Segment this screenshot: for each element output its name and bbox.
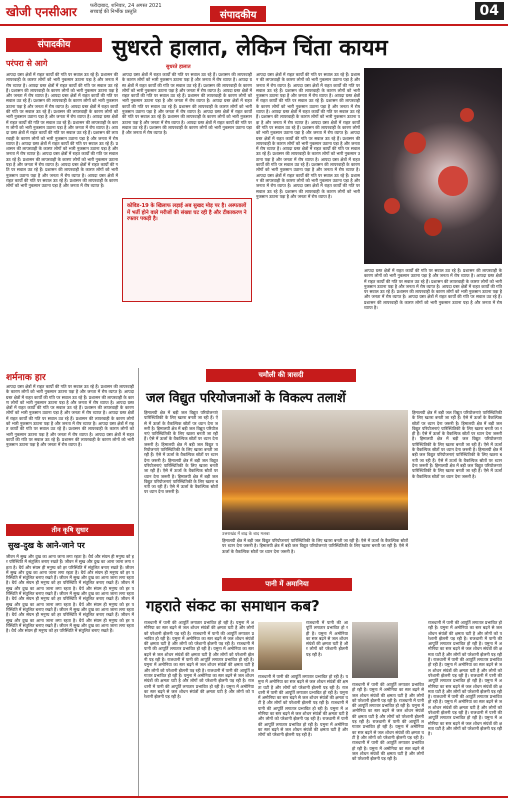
bottom-headline: गहराते संकट का समाधान कब? <box>146 597 320 615</box>
newspaper-logo: खोजी एनसीआर <box>6 5 77 19</box>
photo-caption: उत्तराखंड में बाढ़ के बाद मलबा <box>222 532 270 537</box>
dry-riverbed-photo <box>258 622 302 670</box>
bottom-col1: राजधानी में पानी की आपूर्ति लगातार प्रभावित हो रही है। यमुना में अमोनिया का स्तर बढ़ने से जल शोधन संयंत्रों की क्षमता घटी है और लोगों को परेशानी झेलनी पड़ रही है। राजधानी में पानी की आपूर्ति लगातार प्रभावित हो रही है। यमुना में अमोनिया का स्तर बढ़ने से जल शोधन संयंत्रों की क्षमता घटी है और लोगों को परेशानी झेलनी पड़ रही है। राजधानी में पानी की आपूर्ति लगातार प्रभावित हो रही है। यमुना में अमोनिया का स्तर बढ़ने से जल शोधन संयंत्रों की क्षमता घटी है और लोगों को परेशानी झेलनी पड़ रही है। राजधानी में पानी की आपूर्ति लगातार प्रभावित हो रही है। यमुना में अमोनिया का स्तर बढ़ने से जल शोधन संयंत्रों की क्षमता घटी है और लोगों को परेशानी झेलनी पड़ रही है। राजधानी में पानी की आपूर्ति लगातार प्रभावित हो रही है। यमुना में अमोनिया का स्तर बढ़ने से जल शोधन संयंत्रों की क्षमता घटी है और लोगों को परेशानी झेलनी पड़ रही है। राजधानी में पानी की आपूर्ति लगातार प्रभावित हो रही है। यमुना में अमोनिया का स्तर बढ़ने से जल शोधन संयंत्रों की क्षमता घटी है और लोगों को परेशानी झेलनी पड़ रही है। <box>144 620 254 700</box>
bottom-col3: राजधानी में पानी की आपूर्ति लगातार प्रभावित हो रही है। यमुना में अमोनिया का स्तर बढ़ने से जल शोधन संयंत्रों की क्षमता घटी है और लोगों को परेशानी झेलनी पड़ रही है। राजधानी में पानी की आपूर्ति लगातार प्रभावित हो रही है। यमुना में अमोनिया का स्तर बढ़ने से जल शोधन संयंत्रों की क्षमता घटी है और लोगों को परेशानी झेलनी पड़ रही है। राजधानी में पानी की आपूर्ति लगातार प्रभावित हो रही है। यमुना में अमोनिया का स्तर बढ़ने से जल शोधन संयंत्रों की क्षमता घटी है और लोगों को परेशानी झेलनी पड़ रही है। राजधानी में पानी की आपूर्ति लगातार प्रभावित हो रही है। यमुना में अमोनिया का स्तर बढ़ने से जल शोधन संयंत्रों की क्षमता घटी है और लोगों को परेशानी झेलनी पड़ रही है। <box>352 682 424 762</box>
mid-band: चमौली की त्रासदी <box>206 369 356 382</box>
opinion-head: सुख-दुख के आने-जाने पर <box>8 541 85 550</box>
column-divider <box>138 368 139 796</box>
main-headline: सुधरते हालात, लेकिन चिंता कायम <box>112 36 388 61</box>
bottom-col2: राजधानी में पानी की आपूर्ति लगातार प्रभावित हो रही है। यमुना में अमोनिया का स्तर बढ़ने से जल शोधन संयंत्रों की क्षमता घटी है और लोगों को परेशानी झेलनी पड़ रही है। राजधानी में पानी की आपूर्ति लगातार प्रभावित हो रही है। यमुना में अमोनिया का स्तर बढ़ने से जल शोधन संयंत्रों की क्षमता घटी है और लोगों को परेशानी झेलनी पड़ रही है। राजधानी में पानी की आपूर्ति लगातार प्रभावित हो रही है। यमुना में अमोनिया का स्तर बढ़ने से जल शोधन संयंत्रों की क्षमता घटी है और लोगों को परेशानी झेलनी पड़ रही है। राजधानी में पानी की आपूर्ति लगातार प्रभावित हो रही है। यमुना में अमोनिया का स्तर बढ़ने से जल शोधन संयंत्रों की क्षमता घटी है और लोगों को परेशानी झेलनी पड़ रही है। <box>258 674 348 738</box>
editorial-col4: आपदा ग्रस्त क्षेत्रों में राहत कार्यों की गति पर सवाल उठ रहे हैं। प्रशासन की लापरवाही के कारण लोगों को भारी नुकसान उठाना पड़ा है और जनता में रोष व्याप्त है। आपदा ग्रस्त क्षेत्रों में राहत कार्यों की गति पर सवाल उठ रहे हैं। प्रशासन की लापरवाही के कारण लोगों को भारी नुकसान उठाना पड़ा है और जनता में रोष व्याप्त है। आपदा ग्रस्त क्षेत्रों में राहत कार्यों की गति पर सवाल उठ रहे हैं। प्रशासन की लापरवाही के कारण लोगों को भारी नुकसान उठाना पड़ा है और जनता में रोष व्याप्त है। आपदा ग्रस्त क्षेत्रों में राहत कार्यों की गति पर सवाल उठ रहे हैं। प्रशासन की लापरवाही के कारण लोगों को भारी नुकसान उठाना पड़ा है और जनता में रोष व्याप्त है। <box>364 268 502 311</box>
masthead <box>0 0 508 26</box>
quote-box <box>122 198 252 302</box>
left-story-body: आपदा ग्रस्त क्षेत्रों में राहत कार्यों की गति पर सवाल उठ रहे हैं। प्रशासन की लापरवाही के कारण लोगों को भारी नुकसान उठाना पड़ा है और जनता में रोष व्याप्त है। आपदा ग्रस्त क्षेत्रों में राहत कार्यों की गति पर सवाल उठ रहे हैं। प्रशासन की लापरवाही के कारण लोगों को भारी नुकसान उठाना पड़ा है और जनता में रोष व्याप्त है। आपदा ग्रस्त क्षेत्रों में राहत कार्यों की गति पर सवाल उठ रहे हैं। प्रशासन की लापरवाही के कारण लोगों को भारी नुकसान उठाना पड़ा है और जनता में रोष व्याप्त है। आपदा ग्रस्त क्षेत्रों में राहत कार्यों की गति पर सवाल उठ रहे हैं। प्रशासन की लापरवाही के कारण लोगों को भारी नुकसान उठाना पड़ा है और जनता में रोष व्याप्त है। आपदा ग्रस्त क्षेत्रों में राहत कार्यों की गति पर सवाल उठ रहे हैं। प्रशासन की लापरवाही के कारण लोगों को भारी नुकसान उठाना पड़ा है और जनता में रोष व्याप्त है। आपदा ग्रस्त क्षेत्रों में राहत कार्यों की गति पर सवाल उठ रहे हैं। प्रशासन की लापरवाही के कारण लोगों को भारी नुकसान उठाना पड़ा है और जनता में रोष व्याप्त है। <box>6 384 134 448</box>
editorial-col3: आपदा ग्रस्त क्षेत्रों में राहत कार्यों की गति पर सवाल उठ रहे हैं। प्रशासन की लापरवाही के कारण लोगों को भारी नुकसान उठाना पड़ा है और जनता में रोष व्याप्त है। आपदा ग्रस्त क्षेत्रों में राहत कार्यों की गति पर सवाल उठ रहे हैं। प्रशासन की लापरवाही के कारण लोगों को भारी नुकसान उठाना पड़ा है और जनता में रोष व्याप्त है। आपदा ग्रस्त क्षेत्रों में राहत कार्यों की गति पर सवाल उठ रहे हैं। प्रशासन की लापरवाही के कारण लोगों को भारी नुकसान उठाना पड़ा है और जनता में रोष व्याप्त है। आपदा ग्रस्त क्षेत्रों में राहत कार्यों की गति पर सवाल उठ रहे हैं। प्रशासन की लापरवाही के कारण लोगों को भारी नुकसान उठाना पड़ा है और जनता में रोष व्याप्त है। आपदा ग्रस्त क्षेत्रों में राहत कार्यों की गति पर सवाल उठ रहे हैं। प्रशासन की लापरवाही के कारण लोगों को भारी नुकसान उठाना पड़ा है और जनता में रोष व्याप्त है। आपदा ग्रस्त क्षेत्रों में राहत कार्यों की गति पर सवाल उठ रहे हैं। प्रशासन की लापरवाही के कारण लोगों को भारी नुकसान उठाना पड़ा है और जनता में रोष व्याप्त है। आपदा ग्रस्त क्षेत्रों में राहत कार्यों की गति पर सवाल उठ रहे हैं। प्रशासन की लापरवाही के कारण लोगों को भारी नुकसान उठाना पड़ा है और जनता में रोष व्याप्त है। आपदा ग्रस्त क्षेत्रों में राहत कार्यों की गति पर सवाल उठ रहे हैं। प्रशासन की लापरवाही के कारण लोगों को भारी नुकसान उठाना पड़ा है और जनता में रोष व्याप्त है। आपदा ग्रस्त क्षेत्रों में राहत कार्यों की गति पर सवाल उठ रहे हैं। प्रशासन की लापरवाही के कारण लोगों को भारी नुकसान उठाना पड़ा है और जनता में रोष व्याप्त है। आपदा ग्रस्त क्षेत्रों में राहत कार्यों की गति पर सवाल उठ रहे हैं। प्रशासन की लापरवाही के कारण लोगों को भारी नुकसान उठाना पड़ा है और जनता में रोष व्याप्त है। <box>256 72 360 199</box>
editorial-col1: आपदा ग्रस्त क्षेत्रों में राहत कार्यों की गति पर सवाल उठ रहे हैं। प्रशासन की लापरवाही के कारण लोगों को भारी नुकसान उठाना पड़ा है और जनता में रोष व्याप्त है। आपदा ग्रस्त क्षेत्रों में राहत कार्यों की गति पर सवाल उठ रहे हैं। प्रशासन की लापरवाही के कारण लोगों को भारी नुकसान उठाना पड़ा है और जनता में रोष व्याप्त है। आपदा ग्रस्त क्षेत्रों में राहत कार्यों की गति पर सवाल उठ रहे हैं। प्रशासन की लापरवाही के कारण लोगों को भारी नुकसान उठाना पड़ा है और जनता में रोष व्याप्त है। आपदा ग्रस्त क्षेत्रों में राहत कार्यों की गति पर सवाल उठ रहे हैं। प्रशासन की लापरवाही के कारण लोगों को भारी नुकसान उठाना पड़ा है और जनता में रोष व्याप्त है। आपदा ग्रस्त क्षेत्रों में राहत कार्यों की गति पर सवाल उठ रहे हैं। प्रशासन की लापरवाही के कारण लोगों को भारी नुकसान उठाना पड़ा है और जनता में रोष व्याप्त है। आपदा ग्रस्त क्षेत्रों में राहत कार्यों की गति पर सवाल उठ रहे हैं। प्रशासन की लापरवाही के कारण लोगों को भारी नुकसान उठाना पड़ा है और जनता में रोष व्याप्त है। आपदा ग्रस्त क्षेत्रों में राहत कार्यों की गति पर सवाल उठ रहे हैं। प्रशासन की लापरवाही के कारण लोगों को भारी नुकसान उठाना पड़ा है और जनता में रोष व्याप्त है। आपदा ग्रस्त क्षेत्रों में राहत कार्यों की गति पर सवाल उठ रहे हैं। प्रशासन की लापरवाही के कारण लोगों को भारी नुकसान उठाना पड़ा है और जनता में रोष व्याप्त है। आपदा ग्रस्त क्षेत्रों में राहत कार्यों की गति पर सवाल उठ रहे हैं। प्रशासन की लापरवाही के कारण लोगों को भारी नुकसान उठाना पड़ा है और जनता में रोष व्याप्त है। आपदा ग्रस्त क्षेत्रों में राहत कार्यों की गति पर सवाल उठ रहे हैं। प्रशासन की लापरवाही के कारण लोगों को भारी नुकसान उठाना पड़ा है और जनता में रोष व्याप्त है। <box>6 72 118 189</box>
opinion-band: तीन कृषि सुधार <box>6 524 134 536</box>
dateline: फरीदाबाद, शनिवार, 24 अगस्त 2021 सच्चाई की निर्भीक प्रस्तुति <box>90 3 162 15</box>
bottom-col4: राजधानी में पानी की आपूर्ति लगातार प्रभावित हो रही है। यमुना में अमोनिया का स्तर बढ़ने से जल शोधन संयंत्रों की क्षमता घटी है और लोगों को परेशानी झेलनी पड़ रही है। राजधानी में पानी की आपूर्ति लगातार प्रभावित हो रही है। यमुना में अमोनिया का स्तर बढ़ने से जल शोधन संयंत्रों की क्षमता घटी है और लोगों को परेशानी झेलनी पड़ रही है। राजधानी में पानी की आपूर्ति लगातार प्रभावित हो रही है। यमुना में अमोनिया का स्तर बढ़ने से जल शोधन संयंत्रों की क्षमता घटी है और लोगों को परेशानी झेलनी पड़ रही है। राजधानी में पानी की आपूर्ति लगातार प्रभावित हो रही है। यमुना में अमोनिया का स्तर बढ़ने से जल शोधन संयंत्रों की क्षमता घटी है और लोगों को परेशानी झेलनी पड़ रही है। राजधानी में पानी की आपूर्ति लगातार प्रभावित हो रही है। यमुना में अमोनिया का स्तर बढ़ने से जल शोधन संयंत्रों की क्षमता घटी है और लोगों को परेशानी झेलनी पड़ रही है। राजधानी में पानी की आपूर्ति लगातार प्रभावित हो रही है। यमुना में अमोनिया का स्तर बढ़ने से जल शोधन संयंत्रों की क्षमता घटी है और लोगों को परेशानी झेलनी पड़ रही है। <box>428 620 502 737</box>
water-kiosk-photo <box>352 622 398 678</box>
left-story-head: शर्मनाक हार <box>6 373 46 383</box>
col2-head: सुधरते हालात <box>166 64 191 70</box>
section-header: संपादकीय <box>210 6 266 22</box>
editorial-col2: आपदा ग्रस्त क्षेत्रों में राहत कार्यों की गति पर सवाल उठ रहे हैं। प्रशासन की लापरवाही के कारण लोगों को भारी नुकसान उठाना पड़ा है और जनता में रोष व्याप्त है। आपदा ग्रस्त क्षेत्रों में राहत कार्यों की गति पर सवाल उठ रहे हैं। प्रशासन की लापरवाही के कारण लोगों को भारी नुकसान उठाना पड़ा है और जनता में रोष व्याप्त है। आपदा ग्रस्त क्षेत्रों में राहत कार्यों की गति पर सवाल उठ रहे हैं। प्रशासन की लापरवाही के कारण लोगों को भारी नुकसान उठाना पड़ा है और जनता में रोष व्याप्त है। आपदा ग्रस्त क्षेत्रों में राहत कार्यों की गति पर सवाल उठ रहे हैं। प्रशासन की लापरवाही के कारण लोगों को भारी नुकसान उठाना पड़ा है और जनता में रोष व्याप्त है। आपदा ग्रस्त क्षेत्रों में राहत कार्यों की गति पर सवाल उठ रहे हैं। प्रशासन की लापरवाही के कारण लोगों को भारी नुकसान उठाना पड़ा है और जनता में रोष व्याप्त है। आपदा ग्रस्त क्षेत्रों में राहत कार्यों की गति पर सवाल उठ रहे हैं। प्रशासन की लापरवाही के कारण लोगों को भारी नुकसान उठाना पड़ा है और जनता में रोष व्याप्त है। <box>122 72 252 136</box>
bottom-band: पानी में अमानिया <box>222 578 352 591</box>
mid-col2: हिमालयी क्षेत्र में बड़ी जल विद्युत परियोजनाएं पारिस्थितिकी के लिए खतरा बनती जा रही हैं। ऐसे में ऊर्जा के वैकल्पिक स्रोतों पर ध्यान देना जरूरी है। हिमालयी क्षेत्र में बड़ी जल विद्युत परियोजनाएं पारिस्थितिकी के लिए खतरा बनती जा रही हैं। ऐसे में ऊर्जा के वैकल्पिक स्रोतों पर ध्यान देना जरूरी है। <box>222 538 408 554</box>
bottom-rule <box>0 796 508 798</box>
editorial-subhead: परंपरा से आगे <box>6 59 48 68</box>
mid-headline: जल विद्युत परियोजनाओं के विकल्प तलाशें <box>146 391 346 406</box>
disaster-photo <box>222 410 408 530</box>
mid-col3: हिमालयी क्षेत्र में बड़ी जल विद्युत परियोजनाएं पारिस्थितिकी के लिए खतरा बनती जा रही हैं। ऐसे में ऊर्जा के वैकल्पिक स्रोतों पर ध्यान देना जरूरी है। हिमालयी क्षेत्र में बड़ी जल विद्युत परियोजनाएं पारिस्थितिकी के लिए खतरा बनती जा रही हैं। ऐसे में ऊर्जा के वैकल्पिक स्रोतों पर ध्यान देना जरूरी है। हिमालयी क्षेत्र में बड़ी जल विद्युत परियोजनाएं पारिस्थितिकी के लिए खतरा बनती जा रही हैं। ऐसे में ऊर्जा के वैकल्पिक स्रोतों पर ध्यान देना जरूरी है। हिमालयी क्षेत्र में बड़ी जल विद्युत परियोजनाएं पारिस्थितिकी के लिए खतरा बनती जा रही हैं। ऐसे में ऊर्जा के वैकल्पिक स्रोतों पर ध्यान देना जरूरी है। हिमालयी क्षेत्र में बड़ी जल विद्युत परियोजनाएं पारिस्थितिकी के लिए खतरा बनती जा रही हैं। ऐसे में ऊर्जा के वैकल्पिक स्रोतों पर ध्यान देना जरूरी है। <box>412 410 502 479</box>
page-number: 04 <box>475 2 504 20</box>
mid-col1: हिमालयी क्षेत्र में बड़ी जल विद्युत परियोजनाएं पारिस्थितिकी के लिए खतरा बनती जा रही हैं। ऐसे में ऊर्जा के वैकल्पिक स्रोतों पर ध्यान देना जरूरी है। हिमालयी क्षेत्र में बड़ी जल विद्युत परियोजनाएं पारिस्थितिकी के लिए खतरा बनती जा रही हैं। ऐसे में ऊर्जा के वैकल्पिक स्रोतों पर ध्यान देना जरूरी है। हिमालयी क्षेत्र में बड़ी जल विद्युत परियोजनाएं पारिस्थितिकी के लिए खतरा बनती जा रही हैं। ऐसे में ऊर्जा के वैकल्पिक स्रोतों पर ध्यान देना जरूरी है। हिमालयी क्षेत्र में बड़ी जल विद्युत परियोजनाएं पारिस्थितिकी के लिए खतरा बनती जा रही हैं। ऐसे में ऊर्जा के वैकल्पिक स्रोतों पर ध्यान देना जरूरी है। हिमालयी क्षेत्र में बड़ी जल विद्युत परियोजनाएं पारिस्थितिकी के लिए खतरा बनती जा रही हैं। ऐसे में ऊर्जा के वैकल्पिक स्रोतों पर ध्यान देना जरूरी है। <box>144 410 218 495</box>
coronavirus-image <box>364 68 502 264</box>
editorial-band: संपादकीय <box>6 38 102 52</box>
pull-quote: कोविड-19 के खिलाफ लड़ाई अब सुखद मोड़ पर है। अस्पतालों में भर्ती होने वाले मरीजों की संख्या घट रही है और टीकाकरण ने रफ्तार पकड़ी है। <box>127 203 247 223</box>
bottom-col2b: राजधानी में पानी की आपूर्ति लगातार प्रभावित हो रही है। यमुना में अमोनिया का स्तर बढ़ने से जल शोधन संयंत्रों की क्षमता घटी है और लोगों को परेशानी झेलनी पड़ रही है। <box>306 620 348 657</box>
opinion-body: जीवन में सुख और दुख का आना जाना लगा रहता है। धैर्य और संयम ही मनुष्य को हर परिस्थिति में संतुलित बनाए रखते हैं। जीवन में सुख और दुख का आना जाना लगा रहता है। धैर्य और संयम ही मनुष्य को हर परिस्थिति में संतुलित बनाए रखते हैं। जीवन में सुख और दुख का आना जाना लगा रहता है। धैर्य और संयम ही मनुष्य को हर परिस्थिति में संतुलित बनाए रखते हैं। जीवन में सुख और दुख का आना जाना लगा रहता है। धैर्य और संयम ही मनुष्य को हर परिस्थिति में संतुलित बनाए रखते हैं। जीवन में सुख और दुख का आना जाना लगा रहता है। धैर्य और संयम ही मनुष्य को हर परिस्थिति में संतुलित बनाए रखते हैं। जीवन में सुख और दुख का आना जाना लगा रहता है। धैर्य और संयम ही मनुष्य को हर परिस्थिति में संतुलित बनाए रखते हैं। जीवन में सुख और दुख का आना जाना लगा रहता है। धैर्य और संयम ही मनुष्य को हर परिस्थिति में संतुलित बनाए रखते हैं। जीवन में सुख और दुख का आना जाना लगा रहता है। धैर्य और संयम ही मनुष्य को हर परिस्थिति में संतुलित बनाए रखते हैं। जीवन में सुख और दुख का आना जाना लगा रहता है। धैर्य और संयम ही मनुष्य को हर परिस्थिति में संतुलित बनाए रखते हैं। जीवन में सुख और दुख का आना जाना लगा रहता है। धैर्य और संयम ही मनुष्य को हर परिस्थिति में संतुलित बनाए रखते हैं। <box>6 554 134 634</box>
